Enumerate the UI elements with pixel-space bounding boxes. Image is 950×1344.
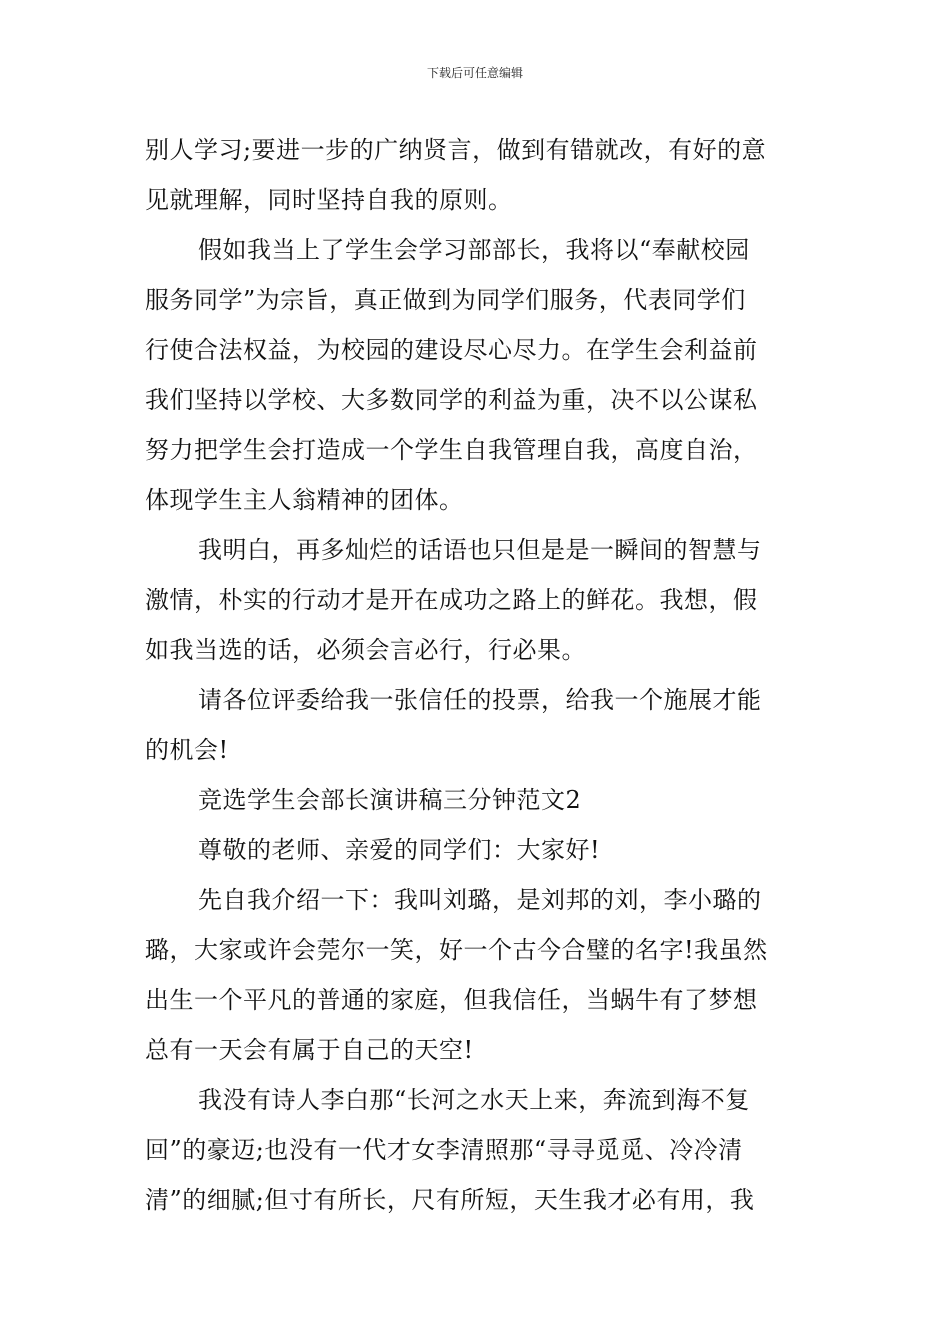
text-line: 我们坚持以学校、大多数同学的利益为重，决不以公谋私 [145,386,758,414]
page-header [0,66,950,80]
text-line: 努力把学生会打造成一个学生自我管理自我，高度自治， [145,436,758,464]
paragraph-first-line: 先自我介绍一下：我叫刘璐，是刘邦的刘，李小璐的 [198,886,762,914]
text-line: 行使合法权益，为校园的建设尽心尽力。在学生会利益前 [145,336,758,364]
text-line: 别人学习;要进一步的广纳贤言，做到有错就改，有好的意 [145,136,767,164]
salutation: 尊敬的老师、亲爱的同学们：大家好! [198,836,601,864]
paragraph-first-line: 请各位评委给我一张信任的投票，给我一个施展才能 [198,686,762,714]
text-line: 的机会! [145,736,229,764]
paragraph-first-line: 我没有诗人李白那“长河之水天上来，奔流到海不复 [198,1086,750,1114]
text-line: 清”的细腻;但寸有所长，尺有所短，天生我才必有用，我 [145,1186,755,1214]
paragraph-first-line: 假如我当上了学生会学习部部长，我将以“奉献校园 [198,236,750,264]
text-line: 激情，朴实的行动才是开在成功之路上的鲜花。我想，假 [145,586,758,614]
text-line: 见就理解，同时坚持自我的原则。 [145,186,513,214]
text-line: 服务同学”为宗旨，真正做到为同学们服务，代表同学们 [145,286,746,314]
paragraph-first-line: 我明白，再多灿烂的话语也只但是是一瞬间的智慧与 [198,536,762,564]
section-title: 竞选学生会部长演讲稿三分钟范文2 [198,786,582,814]
document-body [145,125,810,1225]
text-line: 总有一天会有属于自己的天空! [145,1036,474,1064]
text-line: 回”的豪迈;也没有一代才女李清照那“寻寻觅觅、冷冷清 [145,1136,743,1164]
text-line: 出生一个平凡的普通的家庭，但我信任，当蜗牛有了梦想 [145,986,758,1014]
header-text: 下载后可任意编辑 [426,66,523,80]
text-line: 体现学生主人翁精神的团体。 [145,486,464,514]
text-line: 如我当选的话，必须会言必行，行必果。 [145,636,586,664]
text-line: 璐，大家或许会莞尔一笑，好一个古今合璧的名字!我虽然 [145,936,768,964]
